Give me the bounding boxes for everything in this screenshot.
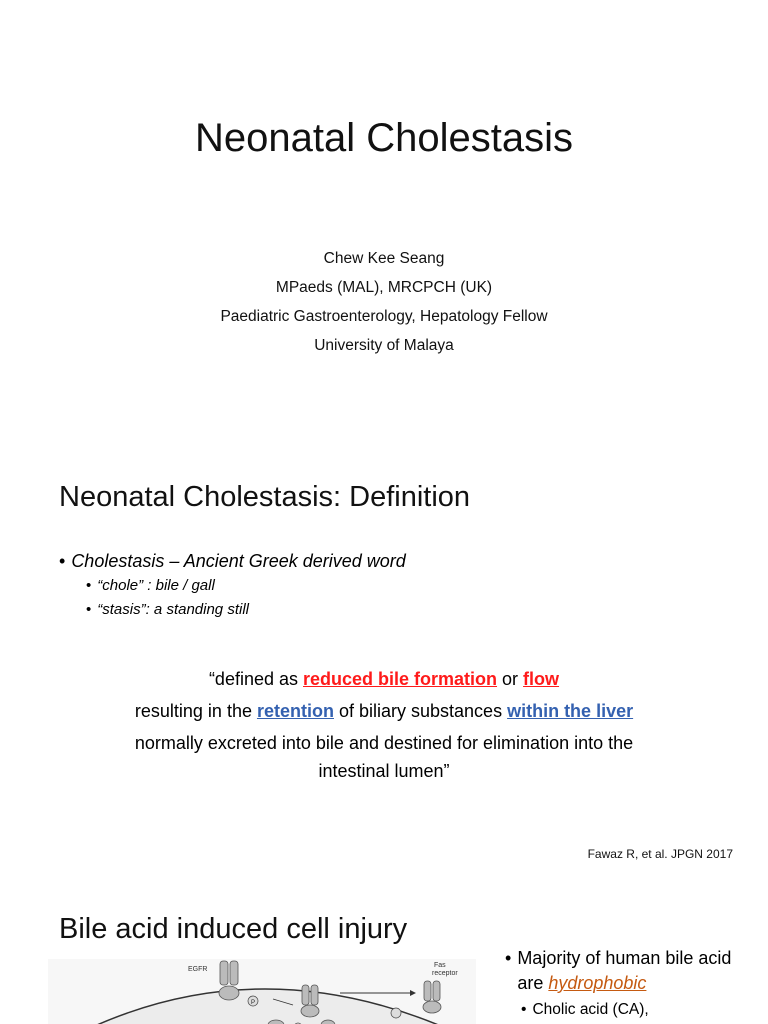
subbullet-text: “chole” : bile / gall [97, 577, 215, 594]
egfr-label: EGFR [188, 966, 208, 973]
cell-diagram-svg [48, 959, 476, 1024]
highlight-flow: flow [523, 669, 560, 689]
slide-heading: Neonatal Cholestasis: Definition [59, 481, 471, 513]
author-block [0, 244, 768, 360]
bullet-list [59, 548, 406, 622]
arrow-head [410, 990, 416, 996]
cell-membrane [88, 989, 448, 1024]
definition-slide [0, 433, 768, 866]
quote-line: intestinal lumen” [318, 761, 450, 781]
fas-receptor [423, 981, 441, 1013]
bullet-marker: • [86, 601, 92, 618]
bullet-marker: • [59, 551, 66, 571]
title-slide [0, 0, 768, 433]
quote-line [60, 663, 708, 695]
cell-injury-diagram [48, 959, 476, 1024]
fas-label-2: receptor [432, 970, 458, 977]
bullet-text: Cholestasis – Ancient Greek derived word [71, 551, 406, 571]
quote-text: of biliary substances [333, 701, 508, 721]
slide-title: Neonatal Cholestasis [195, 116, 573, 160]
quote-text: or [497, 669, 524, 689]
quote-line: normally excreted into bile and destined for elimination into the [134, 733, 634, 753]
author-credentials: MPaeds (MAL), MRCPCH (UK) [275, 279, 493, 296]
subbullet-item [86, 574, 406, 598]
bile-acid-bullets [505, 946, 755, 1022]
author-name: Chew Kee Seang [323, 250, 445, 267]
phospho-label: P [251, 1000, 256, 1006]
subbullet-item [86, 598, 406, 622]
citation: Fawaz R, et al. JPGN 2017 [587, 847, 733, 861]
definition-quote [60, 663, 708, 783]
quote-line [60, 695, 708, 727]
subbullet-text: “stasis”: a standing still [97, 601, 249, 618]
fas-label: Fas [434, 962, 446, 969]
bullet-text [517, 946, 755, 996]
subbullet-text: Cholic acid (CA), [532, 1001, 649, 1018]
egfr-receptor [219, 961, 239, 1000]
highlight-reduced-bile-formation: reduced bile formation [303, 669, 498, 689]
bullet-item [505, 946, 755, 996]
highlight-hydrophobic: hydrophobic [548, 973, 647, 993]
bile-acid-slide [0, 866, 768, 1024]
highlight-retention: retention [256, 701, 334, 721]
quote-text: “defined as [208, 669, 303, 689]
subbullet-item [521, 998, 755, 1022]
bullet-item [59, 548, 406, 574]
author-position: Paediatric Gastroenterology, Hepatology Fellow [220, 308, 548, 325]
bullet-marker: • [521, 1001, 527, 1018]
bullet-marker: • [86, 577, 92, 594]
quote-text: resulting in the [134, 701, 257, 721]
slide-heading: Bile acid induced cell injury [59, 913, 408, 945]
bullet-marker: • [505, 948, 512, 968]
author-affiliation: University of Malaya [314, 337, 454, 354]
highlight-within-liver: within the liver [507, 701, 634, 721]
bullet-text-main: Majority of human bile acid are [517, 948, 732, 993]
phospho-marker [391, 1008, 401, 1018]
